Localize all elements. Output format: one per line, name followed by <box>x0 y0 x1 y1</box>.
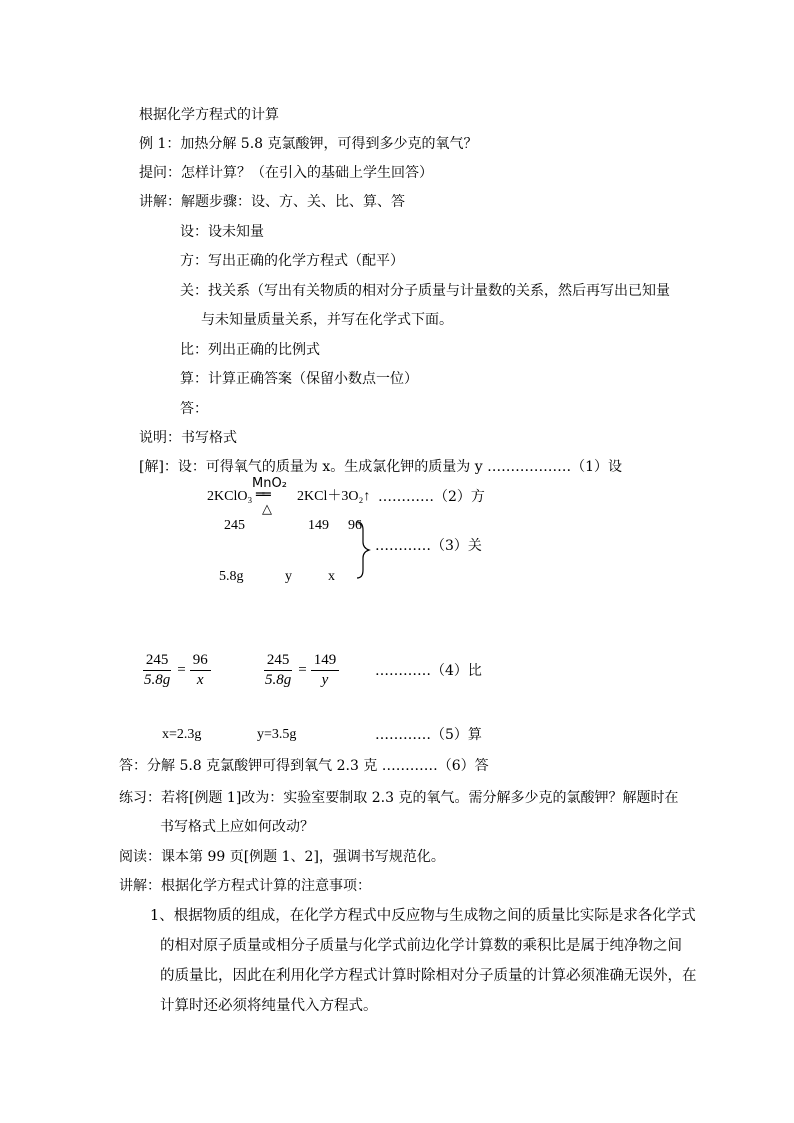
step-equation: 方：写出正确的化学方程式（配平） <box>180 253 404 269</box>
note-paragraph-line-4: 计算时还必须将纯量代入方程式。 <box>160 998 378 1014</box>
practice-line-2: 书写格式上应如何改动？ <box>160 819 314 835</box>
solution-let: [解]：设：可得氧气的质量为 x。生成氯化钾的质量为 y ………………（1）设 <box>139 459 622 475</box>
result-y: y=3.5g <box>257 727 297 742</box>
fraction-left: $\frac{245}{5.8g}$ <box>144 652 171 688</box>
result-x: x=2.3g <box>162 727 202 742</box>
fraction-right: $\frac{96}{x}$ <box>190 651 211 690</box>
equation-tag: …………（2）方 <box>378 489 485 505</box>
step-answer: 答： <box>180 401 208 417</box>
equal-sign: = <box>298 662 307 678</box>
step-relation-cont: 与未知量质量关系，并写在化学式下面。 <box>201 312 453 328</box>
unknown-x: x <box>328 569 335 584</box>
catalyst-label: MnO₂ <box>252 476 287 491</box>
reactant: 2KClO₃ <box>207 489 253 504</box>
note-paragraph-line-2: 的相对原子质量或相分子质量与化学式前边化学计算数的乘积比是属于纯净物之间 <box>160 938 682 954</box>
step-ratio: 比：列出正确的比例式 <box>180 342 320 358</box>
unknown-y: y <box>285 569 292 584</box>
products: 2KCl＋3O₂↑ <box>297 489 371 504</box>
note-paragraph-line-3: 的质量比，因此在利用化学方程式计算时除相对分子质量的计算必须准确无误外，在 <box>160 968 697 984</box>
explain-notes: 讲解：根据化学方程式计算的注意事项： <box>119 878 371 894</box>
reaction-equals: ══ <box>256 487 269 503</box>
mass-149: 149 <box>308 518 329 533</box>
note-paragraph-line-1: 1、根据物质的组成，在化学方程式中反应物与生成物之间的质量比实际是求各化学式 <box>150 908 696 924</box>
equal-sign: = <box>177 662 186 678</box>
reading-line: 阅读：课本第 99 页[例题 1、2]，强调书写规范化。 <box>119 849 445 865</box>
step-relation: 关：找关系（写出有关物质的相对分子质量与计量数的关系，然后再写出已知量 <box>180 283 670 299</box>
proportion-2 <box>262 651 339 690</box>
relation-brace <box>354 520 374 580</box>
explain-steps: 讲解：解题步骤：设、方、关、比、算、答 <box>139 194 405 210</box>
answer-line: 答：分解 5.8 克氯酸钾可得到氧气 2.3 克 …………（6）答 <box>119 758 489 774</box>
relation-tag: …………（3）关 <box>375 538 482 554</box>
proportion-1 <box>141 651 211 690</box>
practice-line-1: 练习：若将[例题 1]改为：实验室要制取 2.3 克的氧气。需分解多少克的氯酸钾？解题时在 <box>119 790 679 806</box>
calc-tag: …………（5）算 <box>375 727 482 743</box>
mass-96: 96 <box>348 518 362 533</box>
fraction-right: $\frac{149}{y}$ <box>311 651 340 690</box>
given-58g: 5.8g <box>219 569 244 584</box>
heat-symbol: △ <box>262 502 272 517</box>
step-calc: 算：计算正确答案（保留小数点一位） <box>180 371 418 387</box>
note-format: 说明：书写格式 <box>139 430 237 446</box>
question-line: 提问：怎样计算？（在引入的基础上学生回答） <box>139 165 433 181</box>
mass-245: 245 <box>224 518 245 533</box>
ratio-tag: …………（4）比 <box>375 663 482 679</box>
fraction-left: $\frac{245}{5.8g}$ <box>265 652 292 688</box>
page-title: 根据化学方程式的计算 <box>139 107 279 123</box>
step-set: 设：设未知量 <box>180 224 264 240</box>
example-1: 例 1：加热分解 5.8 克氯酸钾，可得到多少克的氧气？ <box>139 136 478 152</box>
